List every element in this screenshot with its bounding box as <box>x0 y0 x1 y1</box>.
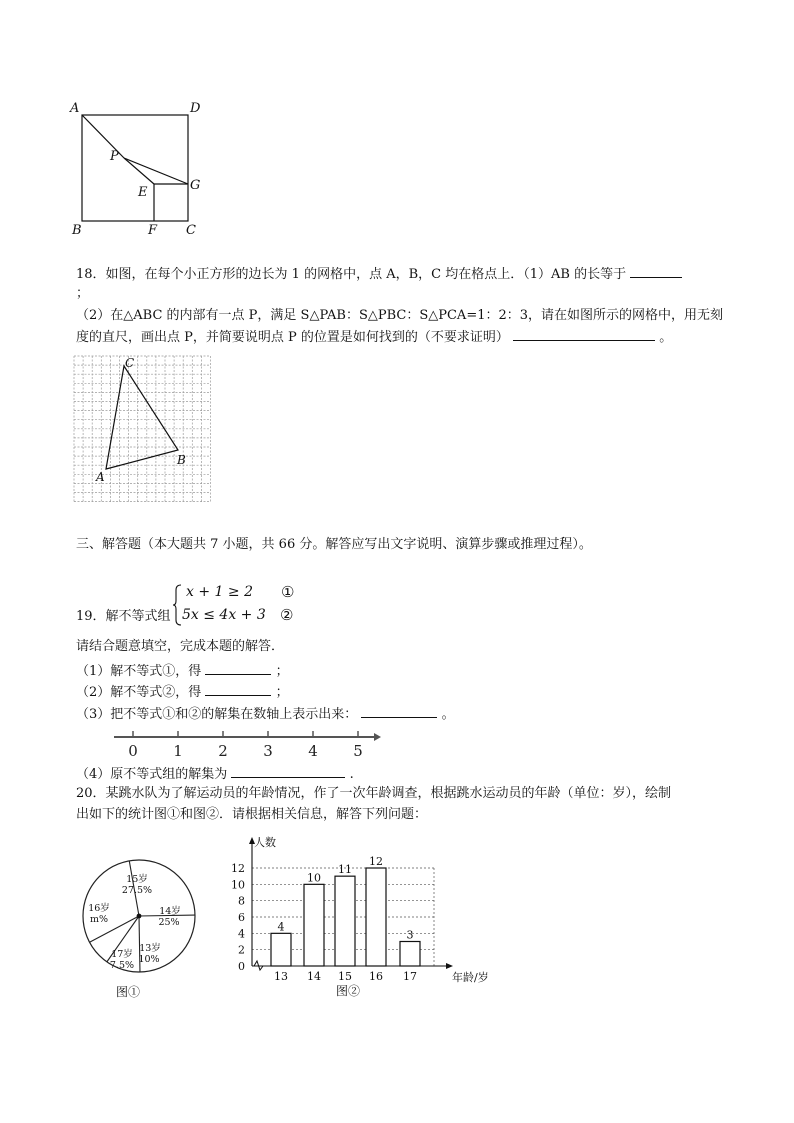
grid-figure <box>70 352 216 506</box>
q18-line1 <box>76 264 682 284</box>
segment-pg <box>124 158 188 184</box>
q19-step3 <box>76 704 455 724</box>
bar-value-label: 4 <box>277 920 285 934</box>
bar-ytick: 12 <box>231 862 245 875</box>
bar-category-label: 15 <box>338 970 352 983</box>
bar-value-label: 3 <box>406 928 414 942</box>
q19-intro: 请结合题意填空，完成本题的解答． <box>76 639 285 654</box>
label-e: E <box>138 185 148 200</box>
q18-line2: （2）在△ABC 的内部有一点 P，满足 S△PAB：S△PBC：S△PCA=1：2：3，请在如图所示的网格中，用无刻 <box>76 308 724 323</box>
pie-chart <box>74 842 204 1002</box>
bar-ytick: 4 <box>238 927 245 941</box>
number-line-label: 3 <box>263 742 273 760</box>
bar-chart <box>228 834 494 1000</box>
pie-label-14: 14岁 <box>159 906 181 917</box>
label-c: C <box>186 223 196 238</box>
label-b: B <box>72 223 82 238</box>
label-f: F <box>148 223 158 238</box>
q19-step4-blank[interactable] <box>231 764 345 778</box>
bar-14 <box>304 884 324 966</box>
q19-step4 <box>76 764 354 784</box>
q19-step2 <box>76 682 289 702</box>
bar-ytick: 0 <box>238 960 245 973</box>
label-a: A <box>70 101 80 116</box>
q19-step1-semi: ； <box>275 664 289 679</box>
q19-step3-text: （3）把不等式①和②的解集在数轴上表示出来： <box>76 707 358 722</box>
q19-step1-blank[interactable] <box>205 661 271 675</box>
q19-step1 <box>76 661 289 681</box>
pie-center-dot <box>137 914 142 919</box>
label-p: P <box>110 149 119 164</box>
q19-step4-dot: . <box>349 767 354 782</box>
grid-label-c: C <box>125 356 135 370</box>
pie-pct-15: 27.5% <box>121 885 153 896</box>
q19-step4-text: （4）原不等式组的解集为 <box>76 767 228 782</box>
number-line-label: 0 <box>128 742 138 760</box>
bar-category-label: 16 <box>369 970 383 983</box>
pie-pct-13: 10% <box>138 954 160 965</box>
section3-heading: 三、解答题（本大题共 7 小题，共 66 分。解答应写出文字说明、演算步骤或推理过程）。 <box>76 537 592 552</box>
bar-13 <box>271 933 291 966</box>
q19-inequality-2: 5x ≤ 4x + 3 <box>182 607 266 623</box>
bar-category-label: 13 <box>274 970 288 983</box>
q19-mark-2: ② <box>280 606 294 624</box>
q19-step3-period: 。 <box>441 707 455 722</box>
q18-answer-blank-2[interactable] <box>513 327 655 341</box>
q19-step2-blank[interactable] <box>205 682 271 696</box>
bar-category-label: 14 <box>307 970 321 983</box>
number-line-label: 2 <box>218 742 228 760</box>
q18-line3 <box>76 327 672 347</box>
bar-ytick: 2 <box>238 943 245 957</box>
q19-inequality-1: x + 1 ≥ 2 <box>186 584 253 600</box>
q19-step3-blank[interactable] <box>361 704 437 718</box>
bar-ytick: 6 <box>238 911 245 924</box>
number-line-label: 5 <box>353 742 363 760</box>
bar-category-label: 17 <box>403 970 417 983</box>
q19-brace <box>172 584 182 626</box>
pie-label-15: 15岁 <box>126 874 148 885</box>
bar-value-label: 12 <box>369 855 383 868</box>
label-g: G <box>190 178 201 193</box>
label-d: D <box>190 101 201 116</box>
number-line-label: 4 <box>308 742 318 760</box>
pie-label-16: 16岁 <box>88 903 110 914</box>
bar-17 <box>400 942 420 967</box>
q18-line3-end: 。 <box>659 330 673 345</box>
bar-xlabel: 年龄/岁 <box>452 971 489 984</box>
pie-caption: 图① <box>116 985 141 999</box>
bar-ytick: 10 <box>231 878 245 892</box>
bar-xaxis-arrow <box>446 963 453 969</box>
bar-ytick: 8 <box>238 894 245 908</box>
number-line <box>112 726 382 762</box>
pie-pct-16: m% <box>89 914 109 925</box>
bar-16 <box>366 868 386 966</box>
q20-line2: 出如下的统计图①和图②．请根据相关信息，解答下列问题： <box>76 807 428 822</box>
bar-caption: 图② <box>336 984 361 998</box>
q19-step1-text: （1）解不等式①，得 <box>76 664 202 679</box>
q19-step2-semi: ； <box>275 685 289 700</box>
q18-line1-text: 18．如图，在每个小正方形的边长为 1 的网格中，点 A，B，C 均在格点上．（1）AB 的长等于 <box>76 267 627 282</box>
pie-pct-17: 7.5% <box>109 960 135 971</box>
q18-line3-text: 度的直尺，画出点 P，并简要说明点 P 的位置是如何找到的（不要求证明） <box>76 330 509 345</box>
triangle-abc <box>106 366 178 469</box>
number-line-arrow <box>374 733 381 741</box>
q18-answer-blank-1[interactable] <box>630 264 682 278</box>
q20-line1: 20．某跳水队为了解运动员的年龄情况，作了一次年龄调查，根据跳水运动员的年龄（单位：岁），绘制 <box>76 786 672 801</box>
number-line-label: 1 <box>173 742 183 760</box>
bar-15 <box>335 876 355 966</box>
grid-label-a: A <box>96 470 105 484</box>
bar-ylabel: 人数 <box>254 836 276 849</box>
grid-label-b: B <box>177 453 186 467</box>
square-figure <box>66 96 216 242</box>
pie-label-17: 17岁 <box>111 949 133 960</box>
pie-pct-14: 25% <box>158 917 180 928</box>
bar-value-label: 11 <box>338 863 352 877</box>
q19-step2-text: （2）解不等式②，得 <box>76 685 202 700</box>
segment-pe <box>124 158 154 184</box>
pie-label-13: 13岁 <box>139 943 161 954</box>
q18-line1-end: ； <box>76 286 90 301</box>
bar-value-label: 10 <box>307 871 321 885</box>
q19-prefix: 19．解不等式组 <box>76 609 171 624</box>
q19-mark-1: ① <box>281 583 295 601</box>
